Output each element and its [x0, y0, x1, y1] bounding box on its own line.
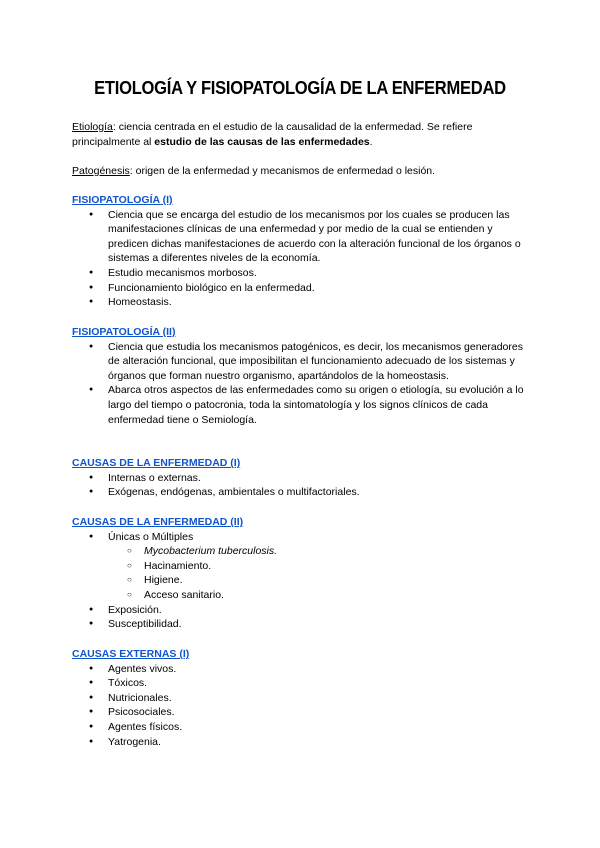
- etiologia-text: : ciencia centrada en el estudio de la causalidad de la enfermedad. Se refiere principalmente al: [72, 121, 473, 148]
- patogenesis-text: : origen de la enfermedad y mecanismos de enfermedad o lesión.: [129, 165, 436, 177]
- bullet-list: [72, 530, 532, 545]
- list-item: ● Exposición.: [72, 603, 532, 618]
- page-title: ETIOLOGÍA Y FISIOPATOLOGÍA DE LA ENFERMEDAD: [94, 78, 506, 98]
- section-causas-externas-1: [72, 647, 532, 749]
- section-causas-1: [72, 456, 532, 500]
- patogenesis-paragraph: [72, 164, 532, 179]
- list-item: ● Abarca otros aspectos de las enfermedades como su origen o etiología, su evolución a lo largo del tiempo o patocronia, toda la sintomatología y los signos clínicos de cada enfermedad tiene o Semiología.: [72, 383, 532, 427]
- section-heading-link[interactable]: CAUSAS DE LA ENFERMEDAD (I): [72, 457, 241, 469]
- etiologia-bold: estudio de las causas de las enfermedades: [154, 135, 370, 148]
- list-item: ● Agentes vivos.: [72, 662, 532, 677]
- bullet-list: [72, 208, 532, 310]
- etiologia-term: Etiología: [72, 121, 113, 133]
- sub-bullet-list: [72, 544, 532, 602]
- section-fisiopatologia-1: [72, 193, 532, 310]
- list-item: ● Psicosociales.: [72, 705, 532, 720]
- list-item: ● Exógenas, endógenas, ambientales o multifactoriales.: [72, 485, 532, 500]
- list-item: ● Funcionamiento biológico en la enfermedad.: [72, 281, 532, 296]
- bullet-list: [72, 603, 532, 632]
- patogenesis-term: Patogénesis: [72, 165, 130, 177]
- section-fisiopatologia-2: [72, 325, 532, 427]
- list-item: ● Tóxicos.: [72, 676, 532, 691]
- list-item: ● Susceptibilidad.: [72, 617, 532, 632]
- list-item: ● Ciencia que estudia los mecanismos patogénicos, es decir, los mecanismos generadores de alteración funcional, que imposibilitan el funcionamiento adecuado de los sistemas y órganos que forman nuestro organismo, apartándolos de la homeostasis.: [72, 340, 532, 384]
- bullet-list: [72, 340, 532, 428]
- list-item: ● Estudio mecanismos morbosos.: [72, 266, 532, 281]
- list-item: ● Nutricionales.: [72, 691, 532, 706]
- bullet-list: [72, 662, 532, 750]
- list-item: ● Homeostasis.: [72, 295, 532, 310]
- sub-list-item: ○ Hacinamiento.: [72, 559, 532, 574]
- section-heading-link[interactable]: FISIOPATOLOGÍA (II): [72, 326, 176, 338]
- sub-list-item: ○ Mycobacterium tuberculosis.: [72, 544, 532, 559]
- section-heading-link[interactable]: CAUSAS EXTERNAS (I): [72, 648, 190, 660]
- section-heading-link[interactable]: CAUSAS DE LA ENFERMEDAD (II): [72, 516, 244, 528]
- sub-list-item: ○ Acceso sanitario.: [72, 588, 532, 603]
- bullet-list: [72, 471, 532, 500]
- section-heading-link[interactable]: FISIOPATOLOGÍA (I): [72, 194, 173, 206]
- list-item: ● Internas o externas.: [72, 471, 532, 486]
- list-item: ● Yatrogenia.: [72, 735, 532, 750]
- sub-list-item: ○ Higiene.: [72, 573, 532, 588]
- etiologia-paragraph: Etiología: ciencia centrada en el estudio de la causalidad de la enfermedad. Se refiere principalmente al estudio de las causas de las enfermedades.: [72, 121, 473, 148]
- list-item: ● Agentes físicos.: [72, 720, 532, 735]
- section-causas-2: [72, 515, 532, 632]
- list-item: ● Ciencia que se encarga del estudio de los mecanismos por los cuales se producen las manifestaciones clínicas de una enfermedad y por medio de la cual se entienden y predicen dichas manifestaciones de acuerdo con la alteración funcional de los órganos o sistemas a diferentes niveles de la economía.: [72, 208, 532, 266]
- list-item: ● Únicas o Múltiples: [72, 530, 532, 545]
